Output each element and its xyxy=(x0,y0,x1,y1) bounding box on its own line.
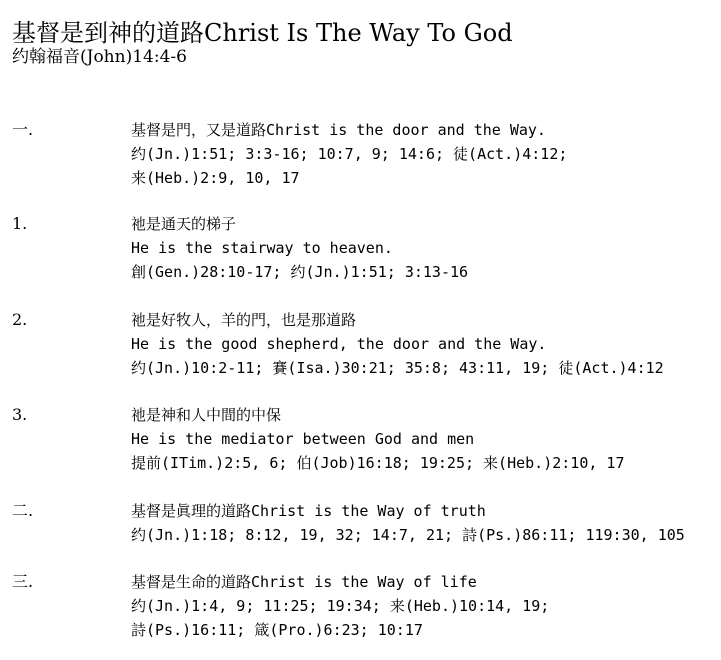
section-number: 2. xyxy=(12,310,28,329)
scripture-references: 约(Jn.)10:2-11; 賽(Isa.)30:21; 35:8; 43:11, 19; 徒(Act.)4:12 xyxy=(131,359,664,377)
page-title: 基督是到神的道路Christ Is The Way To God xyxy=(12,19,513,47)
scripture-references: 創(Gen.)28:10-17; 约(Jn.)1:51; 3:13-16 xyxy=(131,263,469,281)
section-heading: 基督是生命的道路Christ is the Way of life xyxy=(131,573,477,591)
section-number: 1. xyxy=(12,214,28,233)
section-heading: 祂是神和人中間的中保 xyxy=(131,406,282,424)
section-heading: 基督是門，又是道路Christ is the door and the Way. xyxy=(131,121,546,139)
page-subtitle: 约翰福音(John)14:4-6 xyxy=(12,47,187,67)
section-number: 3. xyxy=(12,405,28,424)
section-number: 三. xyxy=(12,572,34,591)
scripture-references: 约(Jn.)1:18; 8:12, 19, 32; 14:7, 21; 詩(Ps.)86:11; 119:30, 105 xyxy=(131,526,685,544)
section-heading: 祂是通天的梯子 xyxy=(131,215,237,233)
scripture-references: 詩(Ps.)16:11; 箴(Pro.)6:23; 10:17 xyxy=(131,621,423,639)
scripture-references: 提前(ITim.)2:5, 6; 伯(Job)16:18; 19:25; 来(Heb.)2:10, 17 xyxy=(131,454,625,472)
section-heading: 基督是眞理的道路Christ is the Way of truth xyxy=(131,502,486,520)
scripture-references: 约(Jn.)1:51; 3:3-16; 10:7, 9; 14:6; 徒(Act.)4:12; xyxy=(131,145,568,163)
section-english: He is the mediator between God and men xyxy=(131,430,475,448)
section-english: He is the good shepherd, the door and the Way. xyxy=(131,335,547,353)
section-number: 一. xyxy=(12,120,34,139)
scripture-references: 约(Jn.)1:4, 9; 11:25; 19:34; 来(Heb.)10:14, 19; xyxy=(131,597,550,615)
section-number: 二. xyxy=(12,501,34,520)
section-heading: 祂是好牧人，羊的門，也是那道路 xyxy=(131,311,357,329)
section-english: He is the stairway to heaven. xyxy=(131,239,393,257)
scripture-references: 来(Heb.)2:9, 10, 17 xyxy=(131,169,300,187)
